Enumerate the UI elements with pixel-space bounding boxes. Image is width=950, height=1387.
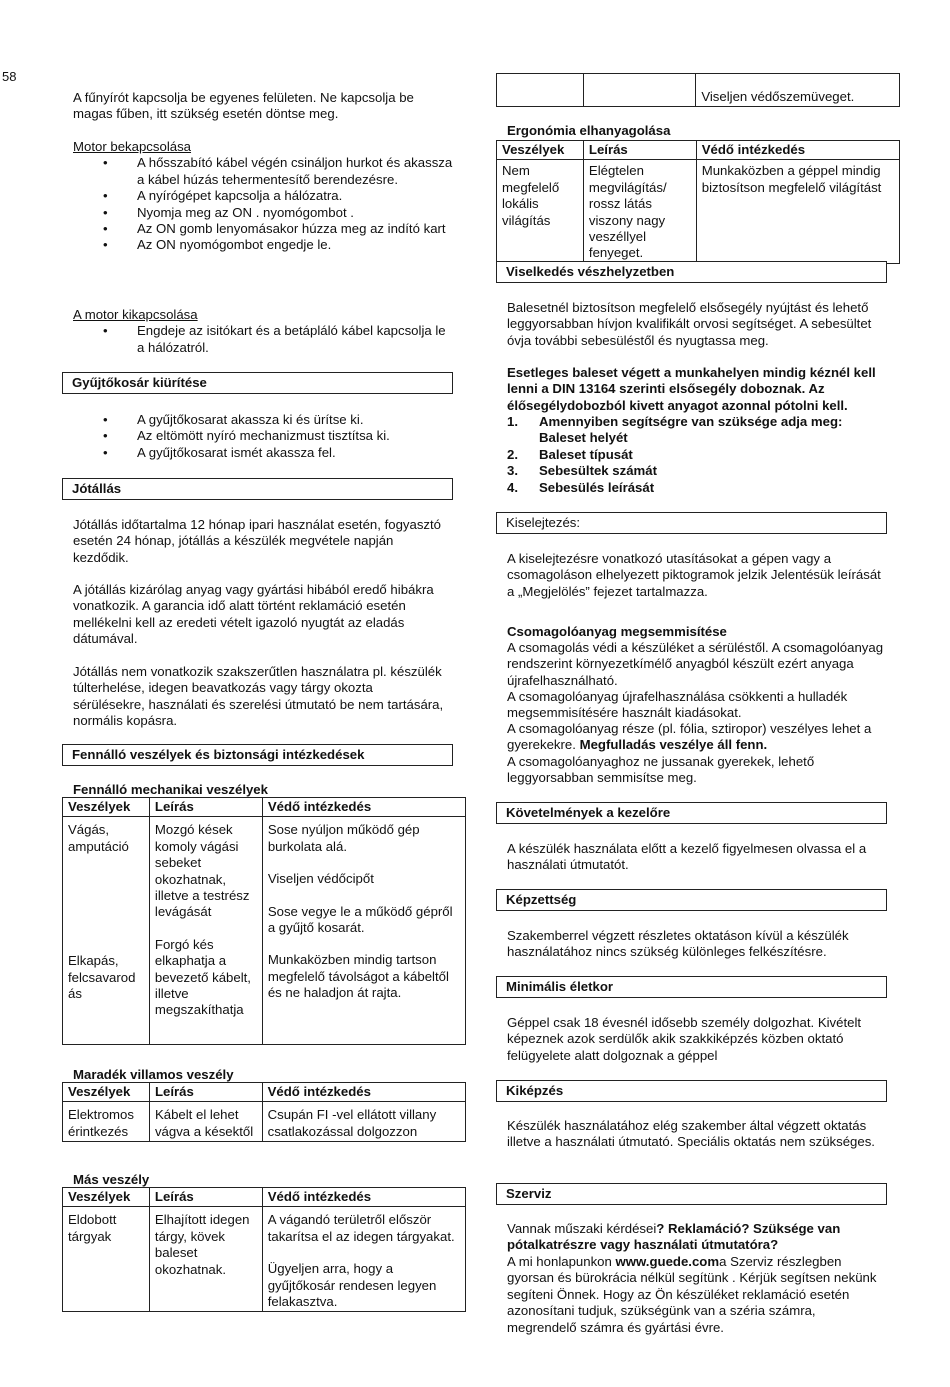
ergo-table <box>496 140 900 264</box>
mech-hazards-title: Fennálló mechanikai veszélyek <box>73 782 268 797</box>
mech-hazards-table <box>62 797 466 1045</box>
description-entangle: Forgó kés elkaphatja a bevezető kábelt, illetve megszakíthatja <box>154 936 251 1018</box>
other-hazard-title: Más veszély <box>73 1172 150 1187</box>
min-age-paragraph: Géppel csak 18 évesnél idősebb személy dolgozhat. Kivételt képeznek azok serdülők akik szakkiképzés közben oktató felügyelete alatt dolgoznak a géppel <box>507 1015 862 1063</box>
table-cell <box>63 817 150 1045</box>
table-cell <box>583 74 696 107</box>
hazards-heading: Fennálló veszélyek és biztonsági intézkedések <box>62 744 453 766</box>
operator-paragraph: A készülék használata előtt a kezelő figyelmesen olvassa el a használati útmutatót. <box>507 841 867 873</box>
service-paragraph: A mi honlapunkon www.guede.coma Szerviz részlegben gyorsan és bürokrácia nélkül segítünk . Kérjük segítsen nekünk segíteni Önnek. Hogy az Ön készüléket reklamáció esetén azonosítani tudjuk, szükségünk van a széria számra, megrendelő számra és gyártási évre. <box>507 1254 877 1335</box>
header-cell: Leírás <box>149 798 262 817</box>
table-row <box>63 1102 466 1142</box>
eye-protection-table <box>496 73 900 107</box>
emergency-heading: Viselkedés vészhelyzetben <box>496 261 887 283</box>
list-item: • Az ON nyomógombot engedje le. <box>73 237 453 253</box>
list-item: • Nyomja meg az ON . nyomógombot . <box>73 205 453 221</box>
elec-hazard-table <box>62 1082 466 1142</box>
operator-heading: Követelmények a kezelőre <box>496 802 887 824</box>
disposal-heading: Kiselejtezés: <box>496 512 887 534</box>
motor-off-list <box>73 323 453 356</box>
warranty-paragraph-2: A jótállás kizárólag anyag vagy gyártási hibából eredő hibákra vonatkozik. A garancia idő alatt történt reklamáció esetén mellékelni kell az eredeti vételt igazoló nyugtát az eladás dátumával. <box>73 582 434 647</box>
motor-off-section <box>73 307 453 356</box>
header-cell: Védő intézkedés <box>262 1188 465 1207</box>
table-row <box>497 74 900 107</box>
table-row <box>63 1207 466 1312</box>
list-item: • A gyűjtőkosarat akassza ki és ürítse ki. <box>73 412 453 428</box>
min-age-heading: Minimális életkor <box>496 976 887 998</box>
suffocation-warning: Megfulladás veszélye áll fenn. <box>579 737 768 753</box>
service-heading: Szerviz <box>496 1183 887 1205</box>
header-cell: Védő intézkedés <box>262 1083 465 1102</box>
list-item: • A hősszabító kábel végén csináljon hurkot és akassza a kábel húzás tehermentesítő berendezésre. <box>73 155 453 188</box>
table-cell <box>497 74 584 107</box>
table-cell: Elhajított idegen tárgy, kövek baleset okozhatnak. <box>149 1207 262 1312</box>
list-item: • Az eltömött nyíró mechanizmust tisztítsa ki. <box>73 428 453 444</box>
table-row <box>497 160 900 263</box>
measure: Sose nyúljon működő gép burkolata alá. <box>267 822 420 854</box>
header-cell: Veszélyek <box>63 1083 150 1102</box>
motor-on-list <box>73 155 453 253</box>
disposal-paragraph-1: A kiselejtezésre vonatkozó utasításokat a gépen vagy a csomagoláson elhelyezett piktogramok jelzik Jelentésük leírását a „Megjelölés” fejezet tartalmazza. <box>507 551 881 599</box>
packaging-warning: A csomagolóanyag része (pl. fólia, sztiropor) veszélyes lehet a gyerekekre. Megfulladás veszélye áll fenn. <box>507 721 872 753</box>
emergency-list <box>507 414 887 496</box>
service-question: Vannak műszaki kérdései? Reklamáció? Szüksége van pótalkatrészre vagy használati útmutatóra? <box>507 1221 841 1253</box>
table-cell: Viseljen védőszemüveget. <box>696 74 900 107</box>
header-cell: Leírás <box>149 1188 262 1207</box>
packaging-subtitle: Csomagolóanyag megsemmisítése <box>507 624 727 639</box>
table-cell: Munkaközben a géppel mindig biztosítson megfelelő világítást <box>696 160 899 263</box>
measure: A vágandó területről először takarítsa el az idegen tárgyakat. <box>267 1212 455 1244</box>
list-item: 4. Sebesülés leírását <box>507 479 655 495</box>
basket-list <box>73 412 453 461</box>
header-cell: Védő intézkedés <box>696 141 899 160</box>
table-header-row <box>63 1188 466 1207</box>
table-cell <box>149 817 262 1045</box>
emergency-paragraph-2: Esetleges baleset végett a munkahelyen mindig kéznél kell lenni a DIN 13164 szerinti elsősegély doboznak. Az élősegélydobozból kivett anyagot azonnal pótolni kell. <box>507 365 876 413</box>
other-hazard-table <box>62 1187 466 1312</box>
hazard-cut: Vágás, amputáció <box>68 822 129 854</box>
table-row <box>63 817 466 1045</box>
training-paragraph: Szakemberrel végzett részletes oktatáson kívül a készülék használatához nincs szükség különleges felkészítésre. <box>507 928 849 960</box>
table-header-row <box>63 798 466 817</box>
table-header-row <box>497 141 900 160</box>
packaging-paragraph: A csomagolóanyaghoz ne jussanak gyerekek, lehető leggyorsabban semmisítse meg. <box>507 754 815 786</box>
motor-off-title: A motor kikapcsolása <box>73 307 198 322</box>
elec-hazard-title: Maradék villamos veszély <box>73 1067 234 1082</box>
list-item: • A nyírógépet kapcsolja a hálózatra. <box>73 188 453 204</box>
list-item: • Engdeje az isitókart és a betápláló kábel kapcsolja le a hálózatról. <box>73 323 453 356</box>
packaging-paragraph: A csomagolás védi a készüléket a sérüléstől. A csomagolóanyag rendszerint környezetkímélő anyagból készült ezért anyaga újrafelhasználható. <box>507 640 884 688</box>
website-link[interactable]: www.guede.com <box>615 1254 720 1269</box>
table-cell: Csupán FI -vel ellátott villany csatlakozással dolgozzon <box>262 1102 465 1142</box>
description-cut: Mozgó kések komoly vágási sebeket okozhatnak, illetve a testrész levágását <box>154 822 250 920</box>
list-item: 3. Sebesültek számát <box>507 463 658 479</box>
header-cell: Veszélyek <box>63 798 150 817</box>
education-paragraph: Készülék használatához elég szakember által végzett oktatás illetve a használati útmutató. Speciális oktatás nem szükséges. <box>507 1118 875 1150</box>
table-cell: Eldobott tárgyak <box>63 1207 150 1312</box>
table-header-row <box>63 1083 466 1102</box>
page-number: 58 <box>2 69 17 84</box>
measure: Sose vegye le a működő gépről a gyűjtő kosarát. <box>267 903 453 936</box>
list-item: • A gyűjtőkosarat ismét akassza fel. <box>73 445 453 461</box>
training-heading: Képzettség <box>496 889 887 911</box>
intro-text: A fűnyírót kapcsolja be egyenes felületen. Ne kapcsolja be magas fűben, itt szükség esetén döntse meg. <box>73 90 414 122</box>
hazard-entangle: Elkapás, felcsavarod ás <box>68 953 136 1002</box>
list-item: • Az ON gomb lenyomásakor húzza meg az indító kart <box>73 221 453 237</box>
packaging-paragraph: A csomagolóanyag újrafelhasználása csökkenti a hulladék megsemmisítésére használt kiadásokat. <box>507 689 848 721</box>
header-cell: Leírás <box>583 141 696 160</box>
table-cell: Elégtelen megvilágítás/ rossz látás viszony nagy veszéllyel fenyeget. <box>583 160 696 263</box>
header-cell: Veszélyek <box>497 141 584 160</box>
warranty-paragraph-1: Jótállás időtartalma 12 hónap ipari használat esetén, fogyasztó esetén 24 hónap, jótállás a készülék megvétele napján kezdődik. <box>73 517 442 565</box>
table-cell: Nem megfelelő lokális világítás <box>497 160 584 263</box>
ergo-title: Ergonómia elhanyagolása <box>507 123 671 138</box>
measure: Viseljen védőcipőt <box>267 871 374 887</box>
header-cell: Leírás <box>149 1083 262 1102</box>
warranty-heading: Jótállás <box>62 478 453 500</box>
motor-on-title: Motor bekapcsolása <box>73 139 192 154</box>
table-cell <box>262 1207 465 1312</box>
warranty-paragraph-3: Jótállás nem vonatkozik szakszerűtlen használatra pl. készülék túlterhelése, idegen beavatkozás vagy tárgy okozta sérülésekre, használati és szerelési útmutató be nem tartására, normális kopásra. <box>73 664 444 729</box>
table-cell <box>262 817 465 1045</box>
basket-heading: Gyűjtőkosár kiürítése <box>62 372 453 394</box>
header-cell: Veszélyek <box>63 1188 150 1207</box>
education-heading: Kiképzés <box>496 1080 887 1102</box>
emergency-paragraph-1: Balesetnél biztosítson megfelelő elsősegély nyújtást és lehető leggyorsabban hívjon kvalifikált orvosi segítséget. A sebesültet óvja további sebesüléstől és nyugtassa meg. <box>507 300 872 348</box>
motor-on-section <box>73 139 453 254</box>
measure: Ügyeljen arra, hogy a gyűjtőkosár rendesen legyen felakasztva. <box>267 1261 437 1310</box>
table-cell: Elektromos érintkezés <box>63 1102 150 1142</box>
table-cell: Kábelt el lehet vágva a késektől <box>149 1102 262 1142</box>
list-item: 1. Amennyiben segítségre van szüksége adja meg: Baleset helyét <box>507 414 843 446</box>
header-cell: Védő intézkedés <box>262 798 465 817</box>
measure: Munkaközben mindig tartson megfelelő távolságot a kábeltől és ne haladjon át rajta. <box>267 952 449 1001</box>
list-item: 2. Baleset típusát <box>507 446 633 462</box>
